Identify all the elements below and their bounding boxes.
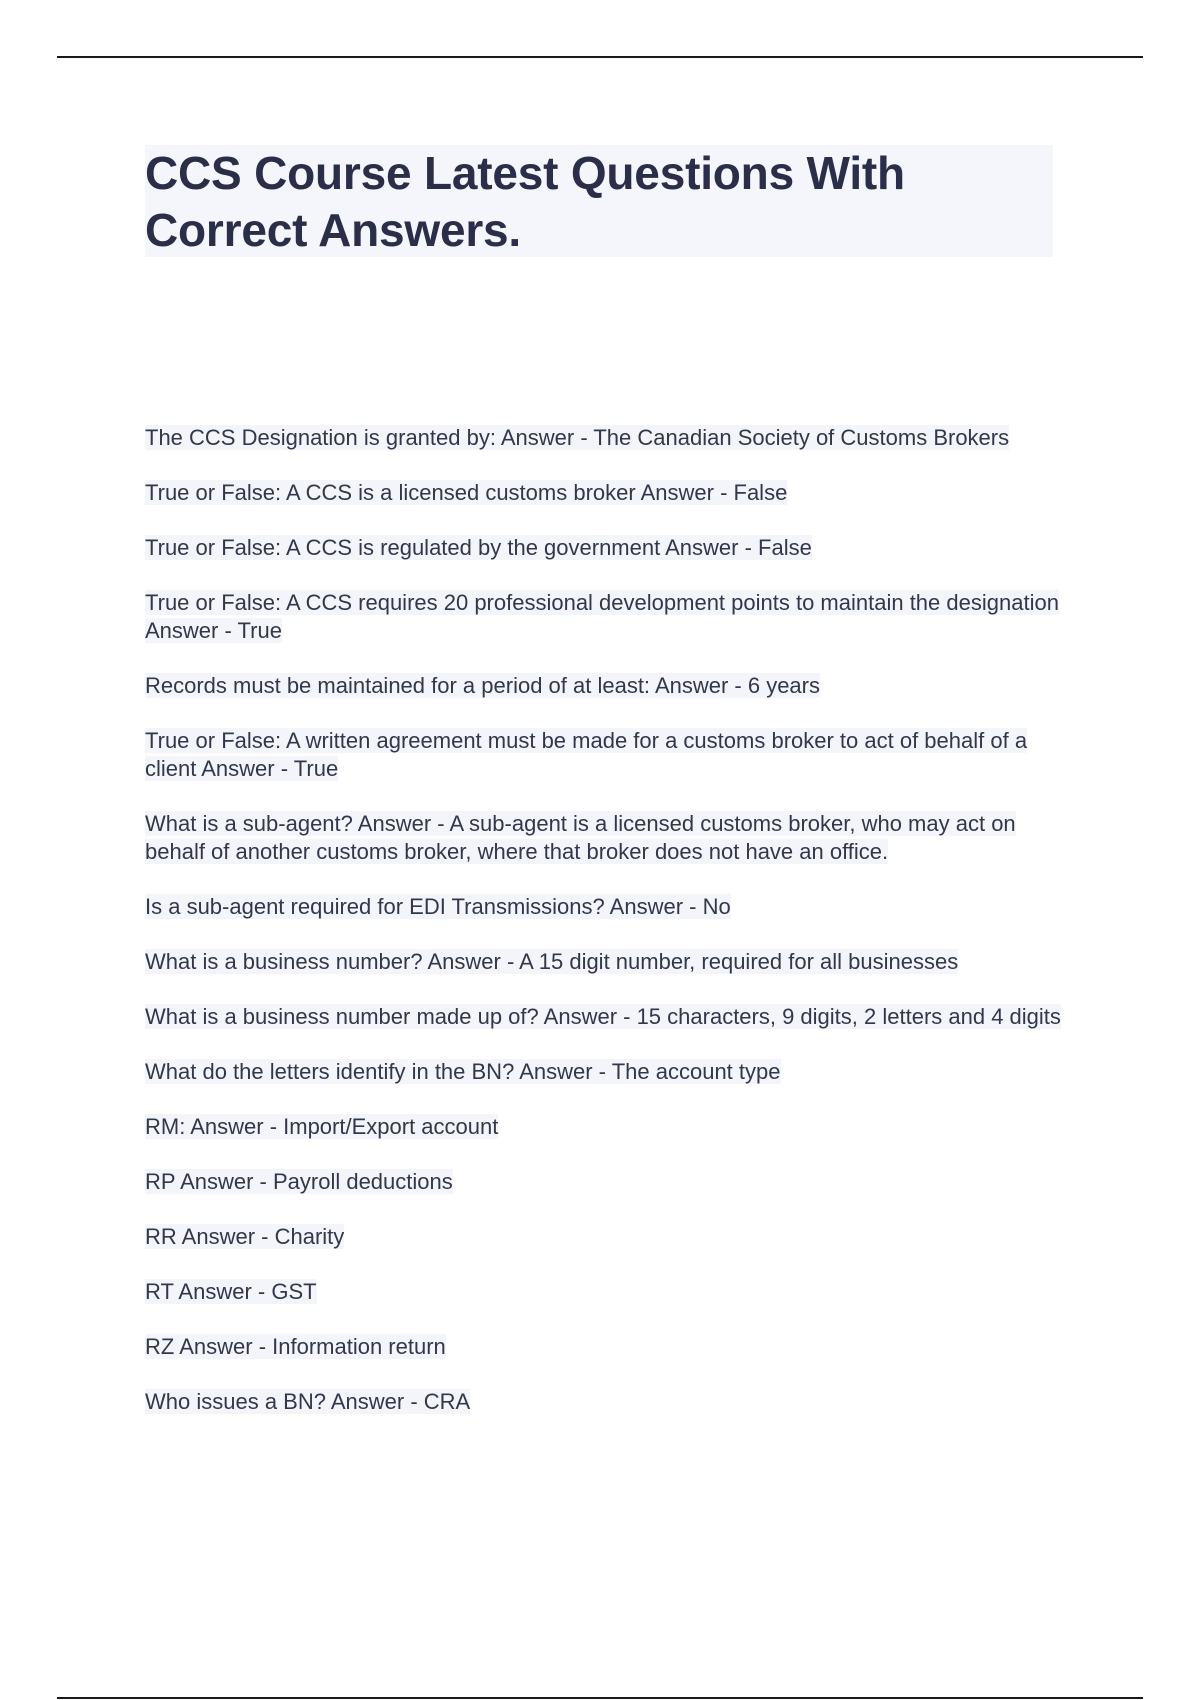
title-block — [145, 145, 1053, 257]
qa-item — [145, 948, 1075, 976]
qa-text: True or False: A CCS is a licensed customs broker Answer - False — [145, 480, 788, 505]
qa-text: What is a business number made up of? Answer - 15 characters, 9 digits, 2 letters and 4 digits — [145, 1004, 1061, 1029]
qa-item — [145, 1223, 1075, 1251]
document-title: CCS Course Latest Questions With Correct Answers. — [145, 147, 905, 256]
qa-text: True or False: A CCS requires 20 professional development points to maintain the designation Answer - True — [145, 590, 1059, 643]
qa-item — [145, 1003, 1075, 1031]
qa-item — [145, 534, 1075, 562]
qa-text: Records must be maintained for a period of at least: Answer - 6 years — [145, 673, 820, 698]
qa-item — [145, 810, 1075, 866]
header-rule — [57, 56, 1143, 58]
qa-text: RZ Answer - Information return — [145, 1334, 446, 1359]
qa-item — [145, 1168, 1075, 1196]
qa-item — [145, 589, 1075, 645]
qa-item — [145, 479, 1075, 507]
qa-text: What do the letters identify in the BN? Answer - The account type — [145, 1059, 781, 1084]
qa-text: Who issues a BN? Answer - CRA — [145, 1389, 471, 1414]
qa-item — [145, 1113, 1075, 1141]
qa-item — [145, 893, 1075, 921]
qa-text: RM: Answer - Import/Export account — [145, 1114, 499, 1139]
qa-list — [145, 424, 1075, 1443]
qa-text: RR Answer - Charity — [145, 1224, 345, 1249]
qa-text: What is a business number? Answer - A 15 digit number, required for all businesses — [145, 949, 959, 974]
qa-text: True or False: A CCS is regulated by the government Answer - False — [145, 535, 812, 560]
qa-text: What is a sub-agent? Answer - A sub-agent is a licensed customs broker, who may act on behalf of another customs broker, where that broker does not have an office. — [145, 811, 1016, 864]
qa-item — [145, 672, 1075, 700]
qa-item — [145, 727, 1075, 783]
qa-item — [145, 1278, 1075, 1306]
footer-rule — [57, 1697, 1143, 1699]
qa-text: RT Answer - GST — [145, 1279, 317, 1304]
qa-text: RP Answer - Payroll deductions — [145, 1169, 453, 1194]
qa-text: Is a sub-agent required for EDI Transmissions? Answer - No — [145, 894, 731, 919]
qa-item — [145, 424, 1075, 452]
qa-text: True or False: A written agreement must be made for a customs broker to act of behalf of a client Answer - True — [145, 728, 1028, 781]
qa-text: The CCS Designation is granted by: Answer - The Canadian Society of Customs Brokers — [145, 425, 1010, 450]
qa-item — [145, 1388, 1075, 1416]
qa-item — [145, 1333, 1075, 1361]
qa-item — [145, 1058, 1075, 1086]
